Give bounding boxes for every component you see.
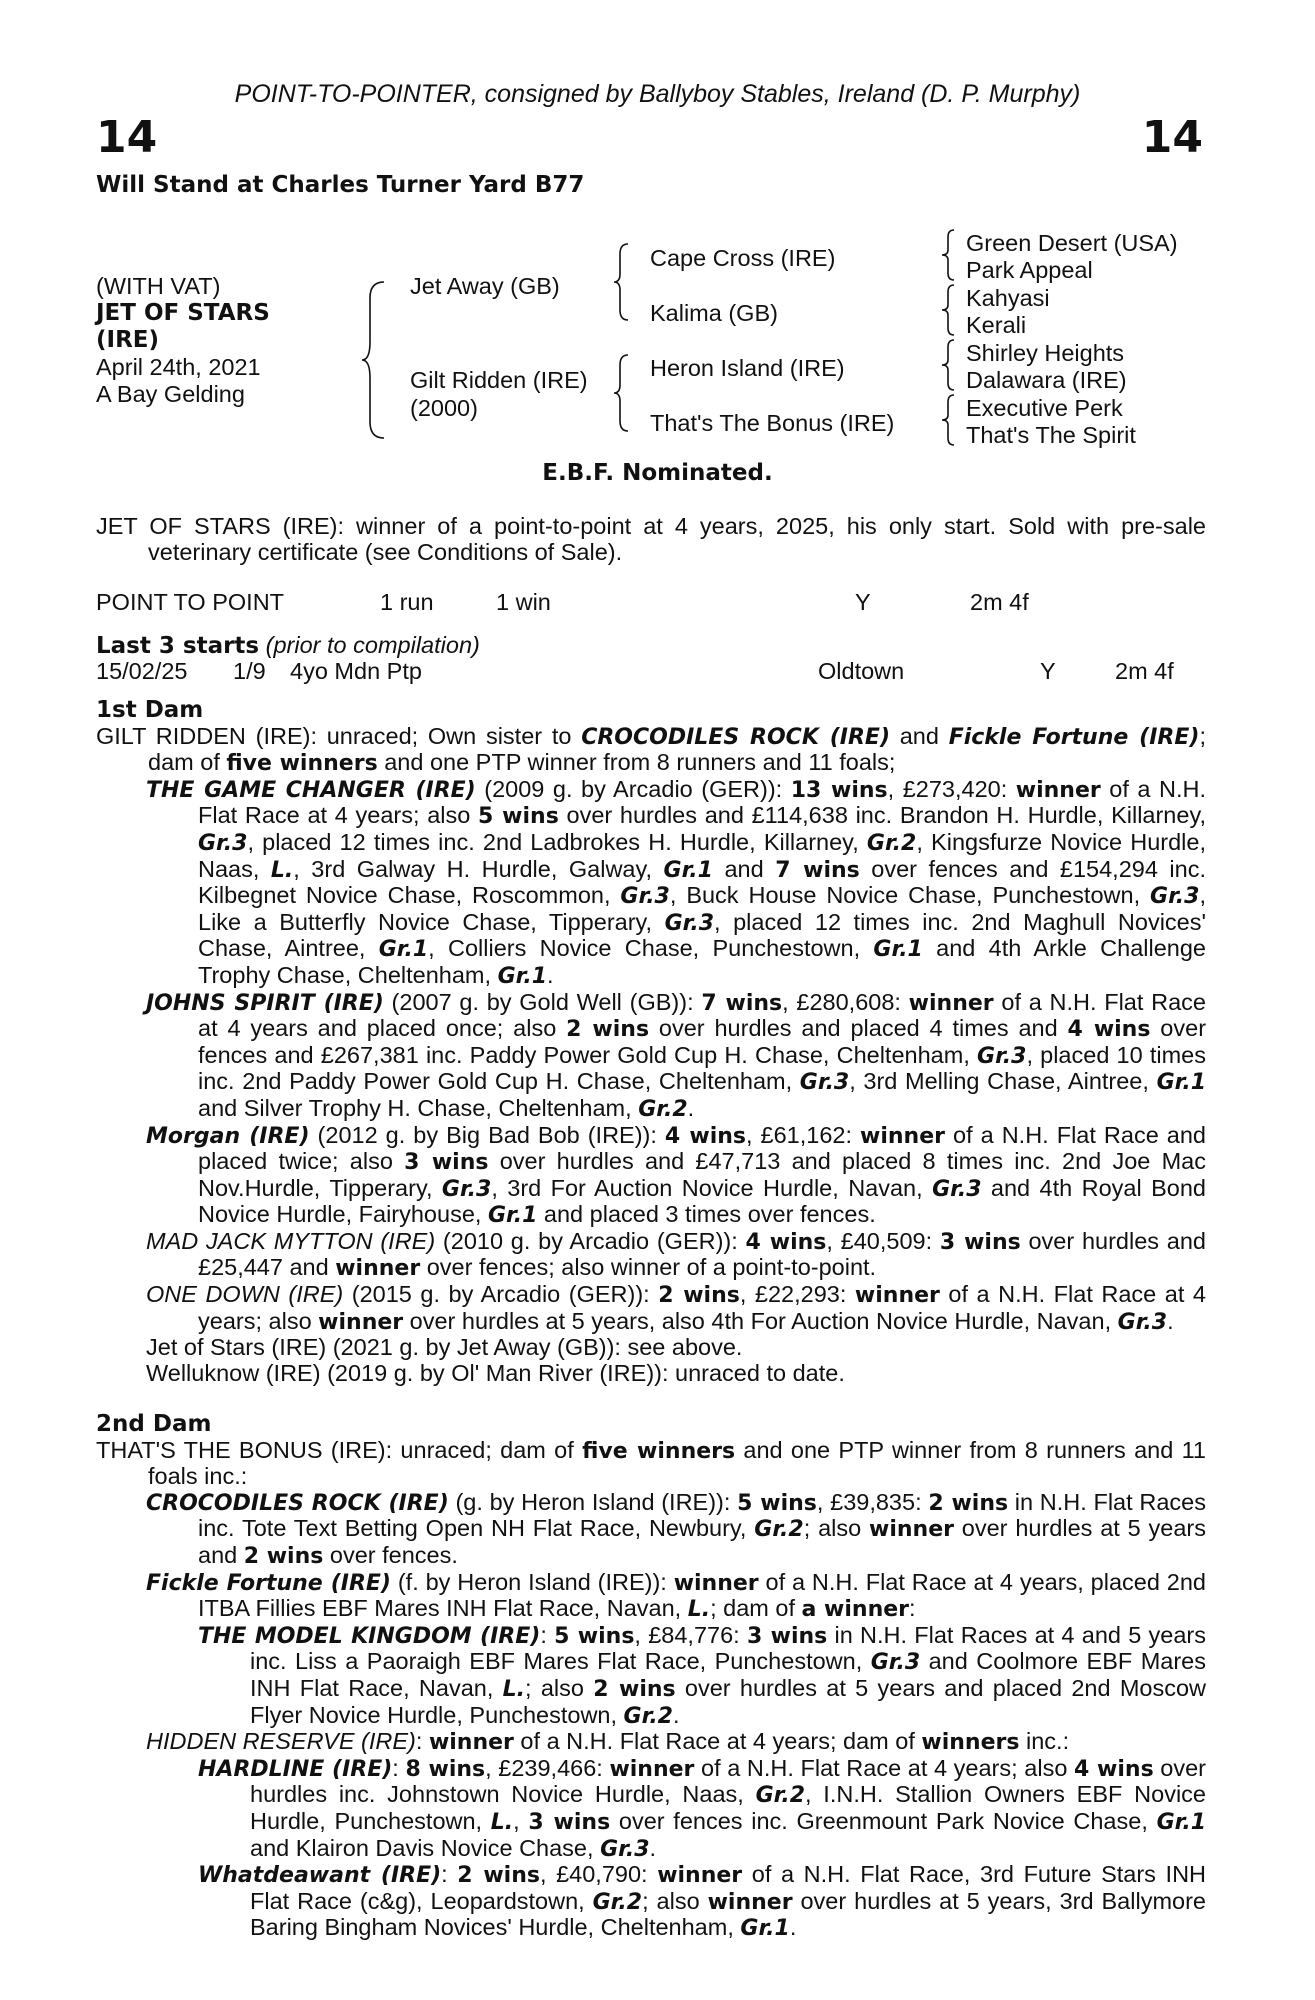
foaling-date: April 24th, 2021 (96, 354, 261, 380)
horse-name-country: (IRE) (96, 327, 160, 353)
sire: Jet Away (GB) (410, 273, 560, 299)
progeny-the-model-kingdom: THE MODEL KINGDOM (IRE): 5 wins, £84,776: 3 wins in N.H. Flat Races at 4 and 5 years inc. Liss a Paoraigh EBF Mares Flat Race, Punchestown, Gr.3 and Coolmore EBF Mares INH Flat Race, Navan, L.; also 2 wins over hurdles at 5 years and placed 2nd Moscow Flyer Novice Hurdle, Punchestown, Gr.2. (198, 1621, 1206, 1729)
first-dam-heading: 1st Dam (96, 697, 204, 723)
ebf-nominated: E.B.F. Nominated. (542, 460, 773, 486)
grandparent-8: That's The Spirit (966, 422, 1136, 448)
last-starts-heading: Last 3 starts (prior to compilation) (96, 632, 480, 659)
grandparent-3: Kahyasi (966, 285, 1050, 311)
start-course: Oldtown (818, 658, 905, 684)
progeny-johns-spirit: JOHNS SPIRIT (IRE) (2007 g. by Gold Well (GB)): 7 wins, £280,608: winner of a N.H. Flat Race at 4 years and placed once; also 2 wins over hurdles and placed 4 times and 4 wins over fences and £267,381 inc. Paddy Power Gold Cup H. Chase, Cheltenham, Gr.3, placed 10 times inc. 2nd Paddy Power Gold Cup H. Chase, Cheltenham, Gr.3, 3rd Melling Chase, Aintree, Gr.1 and Silver Trophy H. Chase, Cheltenham, Gr.2. (146, 988, 1207, 1122)
dam-sire: Heron Island (IRE) (650, 355, 845, 381)
progeny-jet-of-stars: Jet of Stars (IRE) (2021 g. by Jet Away (GB)): see above. (146, 1334, 743, 1361)
dam: Gilt Ridden (IRE) (410, 367, 588, 393)
dam-year: (2000) (410, 395, 478, 421)
record-type: POINT TO POINT (96, 589, 285, 615)
progeny-welluknow: Welluknow (IRE) (2019 g. by Ol' Man River (IRE)): unraced to date. (146, 1359, 845, 1386)
lot-number-left: 14 (96, 112, 158, 163)
horse-summary: JET OF STARS (IRE): winner of a point-to-point at 4 years, 2025, his only start. Sold with pre-sale veterinary certificate (see Conditions of Sale). (96, 513, 1206, 565)
stand-location: Will Stand at Charles Turner Yard B77 (96, 172, 585, 198)
record-going: Y (855, 589, 871, 615)
sire-dam: Kalima (GB) (650, 300, 778, 326)
record-wins: 1 win (496, 589, 551, 615)
pedigree-brace-g1 (940, 228, 960, 282)
pedigree-brace-g2 (940, 283, 960, 337)
grandparent-7: Executive Perk (966, 395, 1123, 421)
record-distance: 2m 4f (970, 589, 1029, 615)
progeny-hardline: HARDLINE (IRE): 8 wins, £239,466: winner of a N.H. Flat Race at 4 years; also 4 wins over hurdles inc. Johnstown Novice Hurdle, Naas, Gr.2, I.N.H. Stallion Owners EBF Novice Hurdle, Punchestown, L., 3 wins over fences inc. Greenmount Park Novice Chase, Gr.1 and Klairon Davis Novice Chase, Gr.3. (198, 1754, 1206, 1862)
progeny-the-game-changer: THE GAME CHANGER (IRE) (2009 g. by Arcadio (GER)): 13 wins, £273,420: winner of a N.H. Flat Race at 4 years; also 5 wins over hurdles and £114,638 inc. Brandon H. Hurdle, Killarney, Gr.3, placed 12 times inc. 2nd Ladbrokes H. Hurdle, Killarney, Gr.2, Kingsfurze Novice Hurdle, Naas, L., 3rd Galway H. Hurdle, Galway, Gr.1 and 7 wins over fences and £154,294 inc. Kilbegnet Novice Chase, Roscommon, Gr.3, Buck House Novice Chase, Punchestown, Gr.3, Like a Butterfly Novice Chase, Tipperary, Gr.3, placed 12 times inc. 2nd Maghull Novices' Chase, Aintree, Gr.1, Colliers Novice Chase, Punchestown, Gr.1 and 4th Arkle Challenge Trophy Chase, Cheltenham, Gr.1. (146, 775, 1207, 989)
pedigree-brace-dam (612, 353, 632, 433)
lot-number-right: 14 (1141, 112, 1203, 163)
start-position: 1/9 (233, 658, 266, 684)
horse-description: A Bay Gelding (96, 381, 245, 407)
start-distance: 2m 4f (1115, 658, 1174, 684)
progeny-one-down: ONE DOWN (IRE) (2015 g. by Arcadio (GER)): 2 wins, £22,293: winner of a N.H. Flat Race at 4 years; also winner over hurdles at 5 years, also 4th For Auction Novice Hurdle, Navan, Gr.3. (146, 1281, 1206, 1335)
record-runs: 1 run (380, 589, 434, 615)
start-going: Y (1040, 658, 1056, 684)
pedigree-brace-sire (612, 242, 632, 322)
first-dam-intro: GILT RIDDEN (IRE): unraced; Own sister to CROCODILES ROCK (IRE) and Fickle Fortune (IRE); dam of five winners and one PTP winner from 8 runners and 11 foals; (96, 722, 1206, 777)
consignment-line: POINT-TO-POINTER, consigned by Ballyboy Stables, Ireland (D. P. Murphy) (234, 80, 1081, 108)
dam-dam: That's The Bonus (IRE) (650, 410, 895, 436)
second-dam-intro: THAT'S THE BONUS (IRE): unraced; dam of five winners and one PTP winner from 8 runners and 11 foals inc.: (96, 1436, 1206, 1490)
grandparent-4: Kerali (966, 312, 1027, 338)
pedigree-brace-main (360, 280, 394, 440)
start-race: 4yo Mdn Ptp (290, 658, 422, 684)
second-dam-section (96, 1412, 1206, 1942)
pedigree-brace-g4 (940, 393, 960, 447)
grandparent-1: Green Desert (USA) (966, 230, 1178, 256)
sire-sire: Cape Cross (IRE) (650, 245, 836, 271)
progeny-crocodiles-rock: CROCODILES ROCK (IRE) (g. by Heron Island (IRE)): 5 wins, £39,835: 2 wins in N.H. Flat Races inc. Tote Text Betting Open NH Flat Race, Newbury, Gr.2; also winner over hurdles at 5 years and 2 wins over fences. (146, 1488, 1206, 1569)
vat-note: (WITH VAT) (96, 273, 221, 299)
progeny-hidden-reserve: HIDDEN RESERVE (IRE): winner of a N.H. Flat Race at 4 years; dam of winners inc.: (146, 1728, 1070, 1756)
grandparent-6: Dalawara (IRE) (966, 367, 1127, 393)
first-dam-section (96, 698, 1206, 1386)
pedigree-brace-g3 (940, 338, 960, 392)
second-dam-heading: 2nd Dam (96, 1411, 212, 1437)
progeny-morgan: Morgan (IRE) (2012 g. by Big Bad Bob (IRE)): 4 wins, £61,162: winner of a N.H. Flat Race and placed twice; also 3 wins over hurdles and £47,713 and placed 8 times inc. 2nd Joe Mac Nov.Hurdle, Tipperary, Gr.3, 3rd For Auction Novice Hurdle, Navan, Gr.3 and 4th Royal Bond Novice Hurdle, Fairyhouse, Gr.1 and placed 3 times over fences. (146, 1121, 1207, 1229)
grandparent-5: Shirley Heights (966, 340, 1125, 366)
grandparent-2: Park Appeal (966, 257, 1093, 283)
horse-name: JET OF STARS (96, 300, 270, 326)
progeny-mad-jack-mytton: MAD JACK MYTTON (IRE) (2010 g. by Arcadio (GER)): 4 wins, £40,509: 3 wins over hurdles and £25,447 and winner over fences; also winner of a point-to-point. (146, 1227, 1206, 1282)
progeny-fickle-fortune: Fickle Fortune (IRE) (f. by Heron Island (IRE)): winner of a N.H. Flat Race at 4 years, placed 2nd ITBA Fillies EBF Mares INH Flat Race, Navan, L.; dam of a winner: (146, 1568, 1206, 1623)
progeny-whatdeawant: Whatdeawant (IRE): 2 wins, £40,790: winner of a N.H. Flat Race, 3rd Future Stars INH Flat Race (c&g), Leopardstown, Gr.2; also winner over hurdles at 5 years, 3rd Ballymore Baring Bingham Novices' Hurdle, Cheltenham, Gr.1. (198, 1861, 1207, 1942)
start-date: 15/02/25 (96, 658, 188, 684)
